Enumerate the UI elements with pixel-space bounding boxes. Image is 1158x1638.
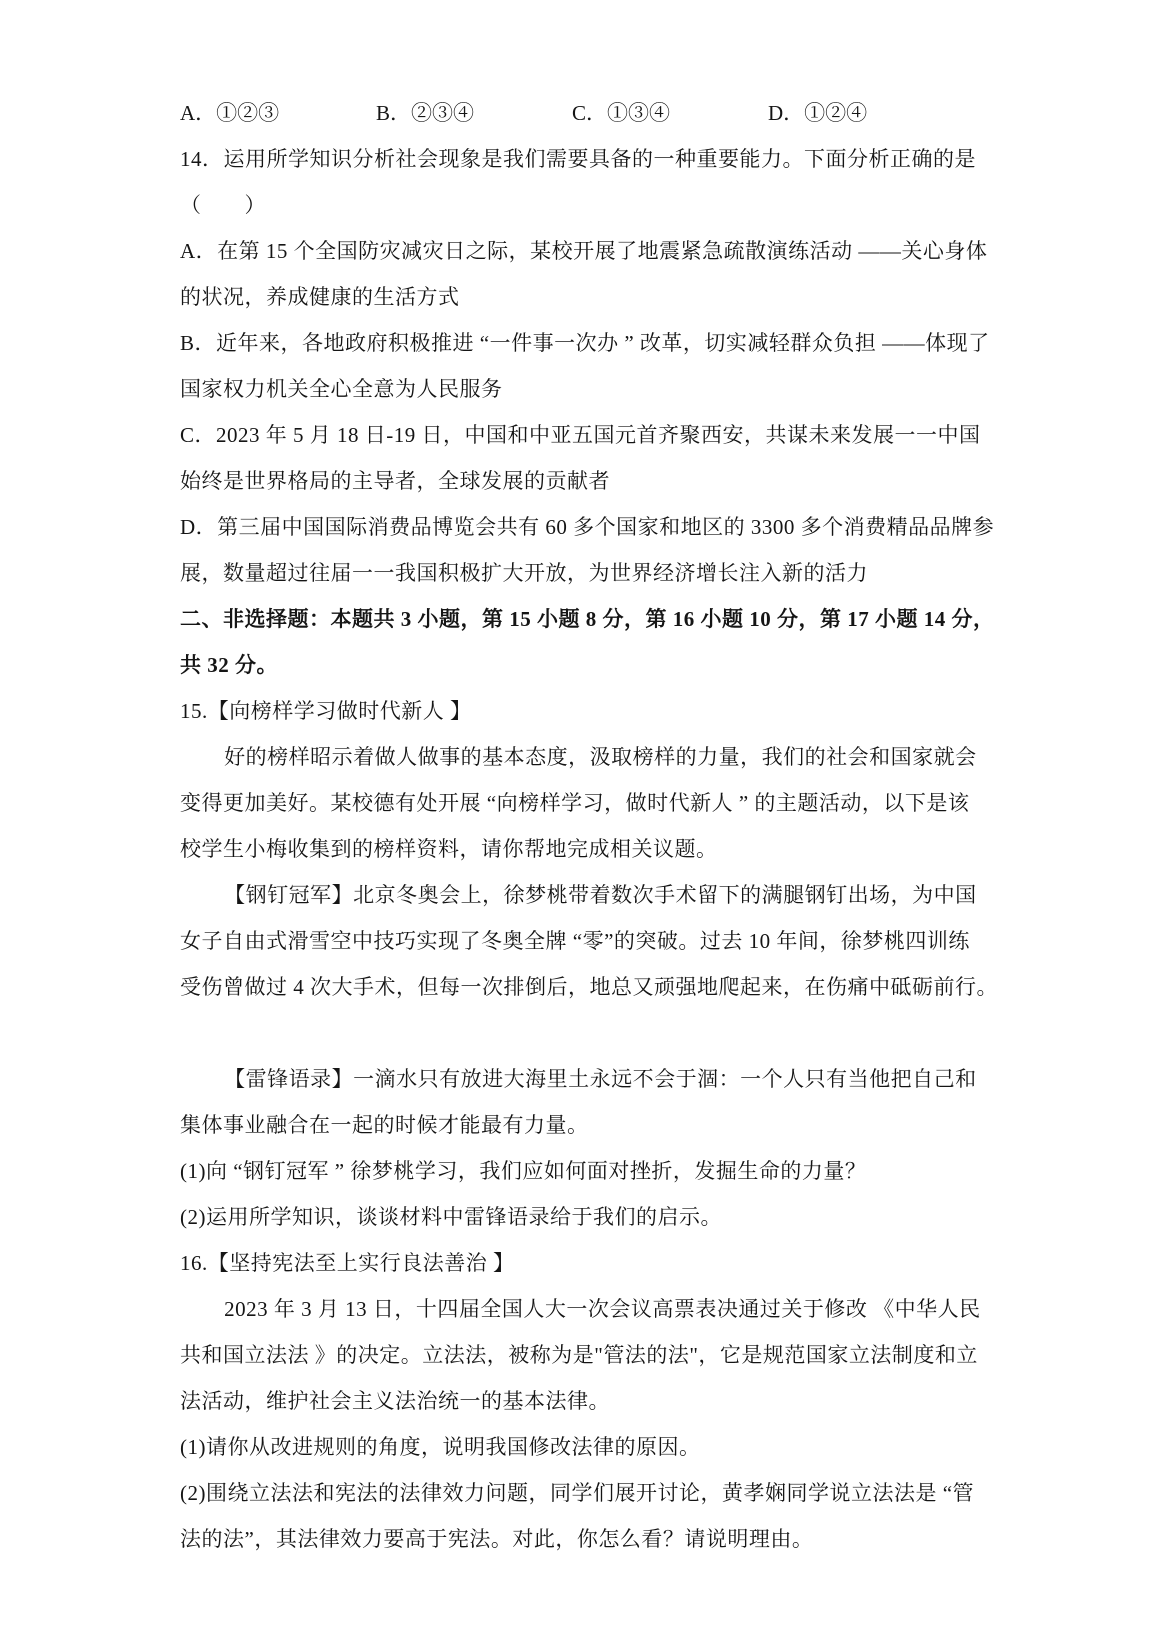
q15-material1-line1: 【钢钉冠军】北京冬奥会上，徐梦桃带着数次手术留下的满腿钢钉出场，为中国: [224, 883, 977, 907]
q14-stem-line2-blank: （ ）: [180, 193, 266, 217]
q16-intro-line3: 法活动，维护社会主义法治统一的基本法律。: [180, 1389, 610, 1413]
q14-option-b-line2: 国家权力机关全心全意为人民服务: [180, 377, 503, 401]
document-lines: [180, 136, 998, 1562]
q15-material1-line2: 女子自由式滑雪空中技巧实现了冬奥全牌 “零”的突破。过去 10 年间，徐梦桃四训练: [180, 929, 970, 953]
q16-sub2-line2: 法的法”，其法律效力要高于宪法。对此，你怎么看？请说明理由。: [180, 1527, 814, 1551]
q14-option-d-line1: D．第三届中国国际消费品博览会共有 60 多个国家和地区的 3300 多个消费精品品牌参: [180, 515, 995, 539]
q15-material2-line2: 集体事业融合在一起的时候才能最有力量。: [180, 1113, 589, 1137]
q15-sub1: (1)向 “钢钉冠军 ” 徐梦桃学习，我们应如何面对挫折，发掘生命的力量？: [180, 1159, 867, 1183]
q16-intro-line2: 共和国立法法 》的决定。立法法，被称为是"管法的法"，它是规范国家立法制度和立: [180, 1343, 978, 1367]
q15-sub2: (2)运用所学知识，谈谈材料中雷锋语录给于我们的启示。: [180, 1205, 722, 1229]
q16-title: 16.【坚持宪法至上实行良法善治 】: [180, 1251, 515, 1275]
answer-option-c: C．①③④: [572, 101, 671, 125]
q16-sub1: (1)请你从改进规则的角度，说明我国修改法律的原因。: [180, 1435, 701, 1459]
q14-option-c-line1: C．2023 年 5 月 18 日-19 日，中国和中亚五国元首齐聚西安，共谋未来发展一一中国: [180, 423, 981, 447]
q15-material1-line3: 受伤曾做过 4 次大手术，但每一次排倒后，地总又顽强地爬起来，在伤痛中砥砺前行。: [180, 975, 998, 999]
section2-header-line2: 共 32 分。: [180, 653, 278, 677]
q15-intro-line2: 变得更加美好。某校德有处开展 “向榜样学习，做时代新人 ” 的主题活动，以下是该: [180, 791, 970, 815]
section2-header-line1: 二、非选择题：本题共 3 小题，第 15 小题 8 分，第 16 小题 10 分，第 17 小题 14 分，: [180, 607, 995, 631]
answer-option-b: B．②③④: [376, 101, 475, 125]
q14-option-b-line1: B．近年来，各地政府积极推进 “一件事一次办 ” 改革，切实减轻群众负担 ——体现了: [180, 331, 990, 355]
q16-intro-line1: 2023 年 3 月 13 日，十四届全国人大一次会议高票表决通过关于修改 《中华人民: [224, 1297, 981, 1321]
answer-option-a: A．①②③: [180, 101, 280, 125]
q15-material2-line1: 【雷锋语录】一滴水只有放进大海里土永远不会于涸：一个人只有当他把自己和: [224, 1067, 977, 1091]
q14-option-d-line2: 展，数量超过往届一一我国积极扩大开放，为世界经济增长注入新的活力: [180, 561, 868, 585]
q14-option-a-line2: 的状况，养成健康的生活方式: [180, 285, 460, 309]
q15-intro-line1: 好的榜样昭示着做人做事的基本态度，汲取榜样的力量，我们的社会和国家就会: [224, 745, 977, 769]
q15-title: 15.【向榜样学习做时代新人 】: [180, 699, 472, 723]
answer-option-d: D．①②④: [768, 101, 868, 125]
q16-sub2-line1: (2)围绕立法法和宪法的法律效力问题，同学们展开讨论，黄孝娴同学说立法法是 “管: [180, 1481, 975, 1505]
q14-option-a-line1: A．在第 15 个全国防灾减灾日之际，某校开展了地震紧急疏散演练活动 ——关心身体: [180, 239, 988, 263]
q14-option-c-line2: 始终是世界格局的主导者，全球发展的贡献者: [180, 469, 610, 493]
q14-stem-line1: 14．运用所学知识分析社会现象是我们需要具备的一种重要能力。下面分析正确的是: [180, 147, 976, 171]
q13-options-row: [180, 90, 990, 136]
q15-intro-line3: 校学生小梅收集到的榜样资料，请你帮地完成相关议题。: [180, 837, 718, 861]
